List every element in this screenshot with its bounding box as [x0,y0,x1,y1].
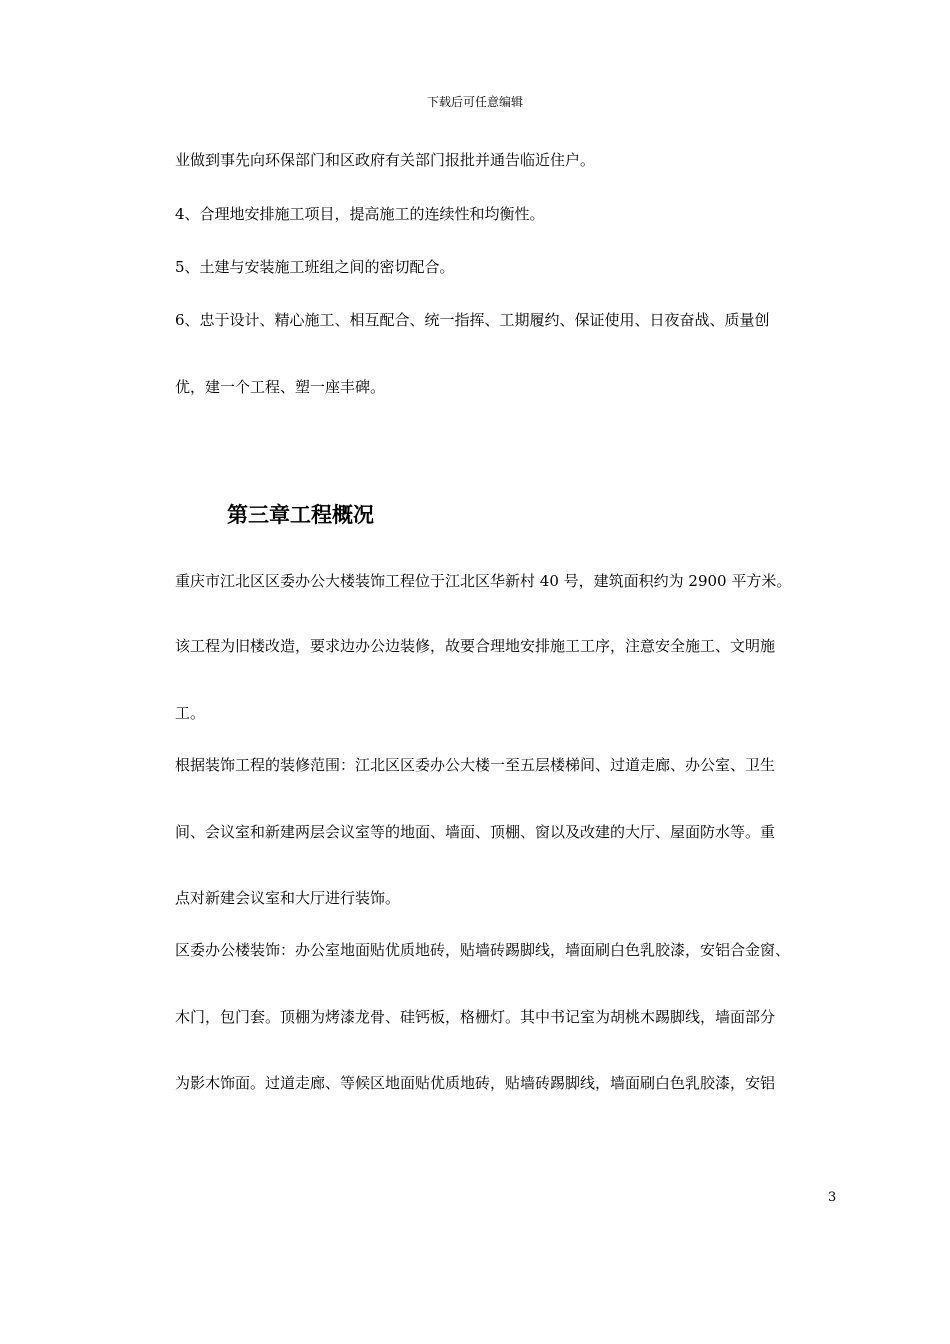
chapter-line-3: 工。 [175,704,206,722]
chapter-line-9: 为影木饰面。过道走廊、等候区地面贴优质地砖，贴墙砖踢脚线，墙面刷白色乳胶漆，安铝 [175,1074,776,1092]
chapter-line-5: 间、会议室和新建两层会议室等的地面、墙面、顶棚、窗以及改建的大厅、屋面防水等。重 [175,823,776,841]
page-number: 3 [828,1190,837,1205]
chapter-title: 第三章工程概况 [227,503,374,527]
chapter-line-8: 木门，包门套。顶棚为烤漆龙骨、硅钙板，格栅灯。其中书记室为胡桃木踢脚线，墙面部分 [175,1008,776,1026]
intro-line-4: 6、忠于设计、精心施工、相互配合、统一指挥、工期履约、保证使用、日夜奋战、质量创 [175,311,770,329]
chapter-line-2: 该工程为旧楼改造，要求边办公边装修，故要合理地安排施工工序，注意安全施工、文明施 [175,637,776,655]
chapter-line-6: 点对新建会议室和大厅进行装饰。 [175,889,401,907]
intro-line-3: 5、土建与安装施工班组之间的密切配合。 [175,258,455,276]
page-header: 下载后可任意编辑 [426,95,523,109]
chapter-line-1: 重庆市江北区区委办公大楼装饰工程位于江北区华新村 40 号，建筑面积约为 2900 平方米。 [175,572,792,590]
intro-line-2: 4、合理地安排施工项目，提高施工的连续性和均衡性。 [175,205,545,223]
chapter-line-4: 根据装饰工程的装修范围：江北区区委办公大楼一至五层楼梯间、过道走廊、办公室、卫生 [175,756,776,774]
chapter-line-7: 区委办公楼装饰：办公室地面贴优质地砖，贴墙砖踢脚线，墙面刷白色乳胶漆，安铝合金窗、 [175,941,791,959]
intro-line-1: 业做到事先向环保部门和区政府有关部门报批并通告临近住户。 [175,151,596,169]
intro-line-5: 优，建一个工程、塑一座丰碑。 [175,378,386,396]
